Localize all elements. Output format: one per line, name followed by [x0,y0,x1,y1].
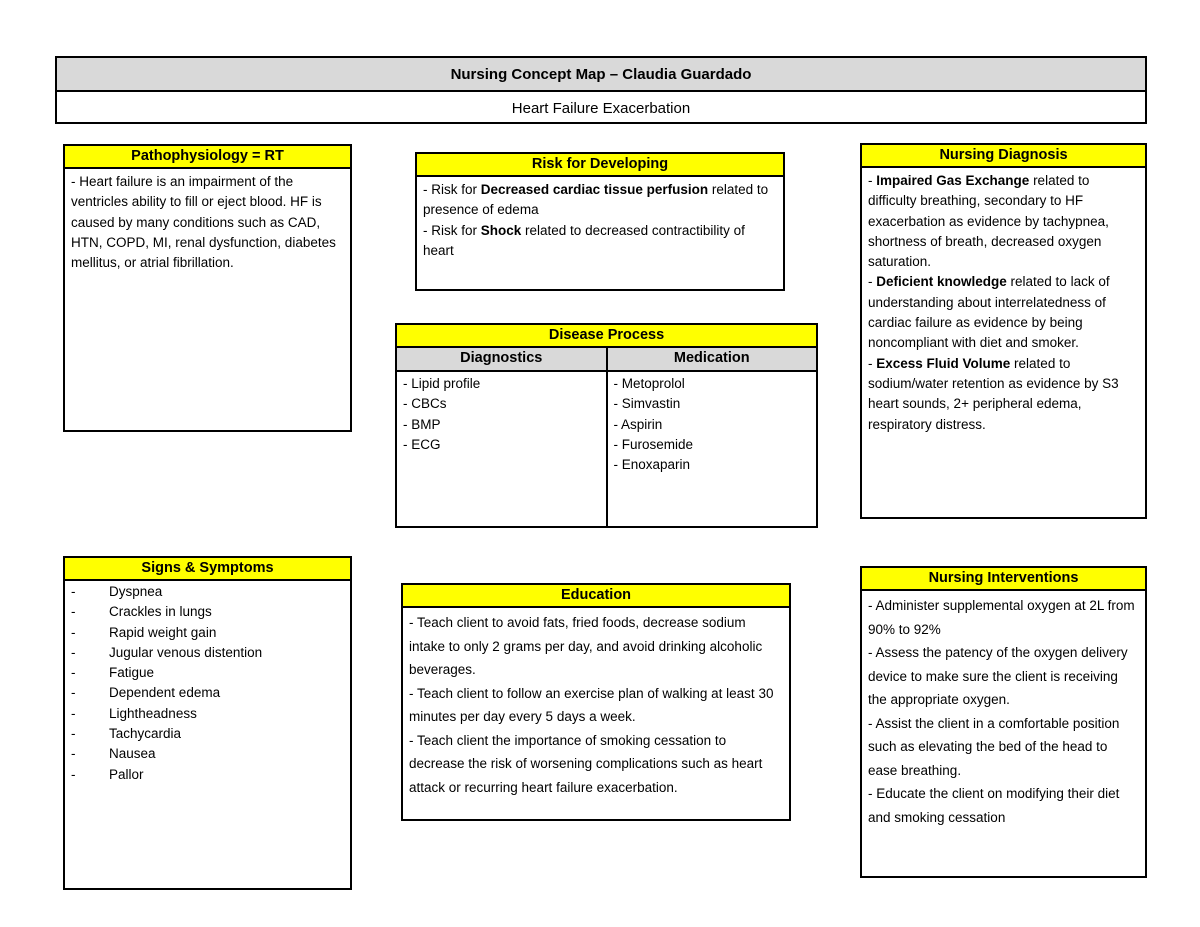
risk-item: - Risk for Decreased cardiac tissue perfusion related to presence of edema [423,182,769,218]
medication-item: - Metoprolol [613,376,685,391]
medication-item: - Furosemide [613,436,694,452]
nursing-interventions-box [860,566,1147,878]
intervention-item: - Assess the patency of the oxygen delivery device to make sure the client is receiving the appropriate oxygen. [868,645,1128,707]
education-item: - Teach client the importance of smoking cessation to decrease the risk of worsening complications such as heart attack or recurring heart failure exacerbation. [409,732,763,795]
page-title: Nursing Concept Map – Claudia Guardado [57,58,1145,92]
risk-item: - Risk for Shock related to decreased contractibility of heart [423,222,745,258]
diagnosis-item: - Deficient knowledge related to lack of understanding about interrelatedness of cardiac failure as evidence by being noncompliant with diet and smoker. [868,274,1110,351]
diagnostic-item: - CBCs [403,396,447,412]
disease-process-box [395,323,818,528]
signs-symptoms-heading: Signs & Symptoms [65,558,350,581]
medication-item: - Enoxaparin [613,457,691,473]
medication-column [606,372,817,527]
nursing-interventions-heading: Nursing Interventions [862,568,1145,591]
diagnostics-label: Diagnostics [460,350,543,366]
symptom-item: - Lightheadness [71,705,197,721]
symptom-item: - Dependent edema [71,685,221,701]
intervention-item: - Assist the client in a comfortable position such as elevating the bed of the head to ease breathing. [868,715,1120,778]
symptom-item: - Tachycardia [71,726,182,742]
symptom-item: - Crackles in lungs [71,604,212,620]
intervention-item: - Educate the client on modifying their diet and smoking cessation [868,786,1120,825]
page-subtitle: Heart Failure Exacerbation [511,99,691,117]
signs-symptoms-box [63,556,352,890]
pathophysiology-heading: Pathophysiology = RT [65,146,350,169]
disease-process-subheader [397,348,816,372]
nursing-diagnosis-heading: Nursing Diagnosis [862,145,1145,168]
symptom-item: - Pallor [71,766,144,782]
diagnostic-item: - Lipid profile [403,376,481,391]
medication-item: - Aspirin [613,416,663,432]
symptom-item: - Rapid weight gain [71,624,217,640]
education-box [401,583,791,821]
education-item: - Teach client to avoid fats, fried foods, decrease sodium intake to only 2 grams per day, and avoid drinking alcoholic beverages. [409,615,763,677]
risk-box [415,152,785,291]
symptom-item: - Jugular venous distention [71,644,263,660]
pathophysiology-text: - Heart failure is an impairment of the ventricles ability to fill or eject blood. HF is caused by many conditions such as CAD, HTN, COPD, MI, renal dysfunction, diabetes mellitus, or atrial fibrillation. [71,174,336,271]
disease-process-heading: Disease Process [397,325,816,348]
symptom-item: - Nausea [71,746,156,762]
education-item: - Teach client to follow an exercise plan of walking at least 30 minutes per day every 5 days a week. [409,685,774,724]
diagnosis-item: - Excess Fluid Volume related to sodium/water retention as evidence by S3 heart sounds, 2+ peripheral edema, respiratory distress. [868,355,1119,432]
pathophysiology-box [63,144,352,432]
medication-item: - Simvastin [613,396,681,412]
intervention-item: - Administer supplemental oxygen at 2L from 90% to 92% [868,598,1135,637]
diagnostics-column [397,372,606,527]
medication-label: Medication [606,348,817,370]
title-block [55,56,1147,124]
diagnostic-item: - ECG [403,436,441,452]
nursing-diagnosis-box [860,143,1147,519]
symptom-item: - Fatigue [71,665,155,681]
education-heading: Education [403,585,789,608]
diagnostic-item: - BMP [403,416,441,432]
symptom-item: - Dyspnea [71,584,163,599]
risk-heading: Risk for Developing [417,154,783,177]
diagnosis-item: - Impaired Gas Exchange related to difficulty breathing, secondary to HF exacerbation as evidence by tachypnea, shortness of breath, decreased oxygen saturation. [868,173,1109,270]
